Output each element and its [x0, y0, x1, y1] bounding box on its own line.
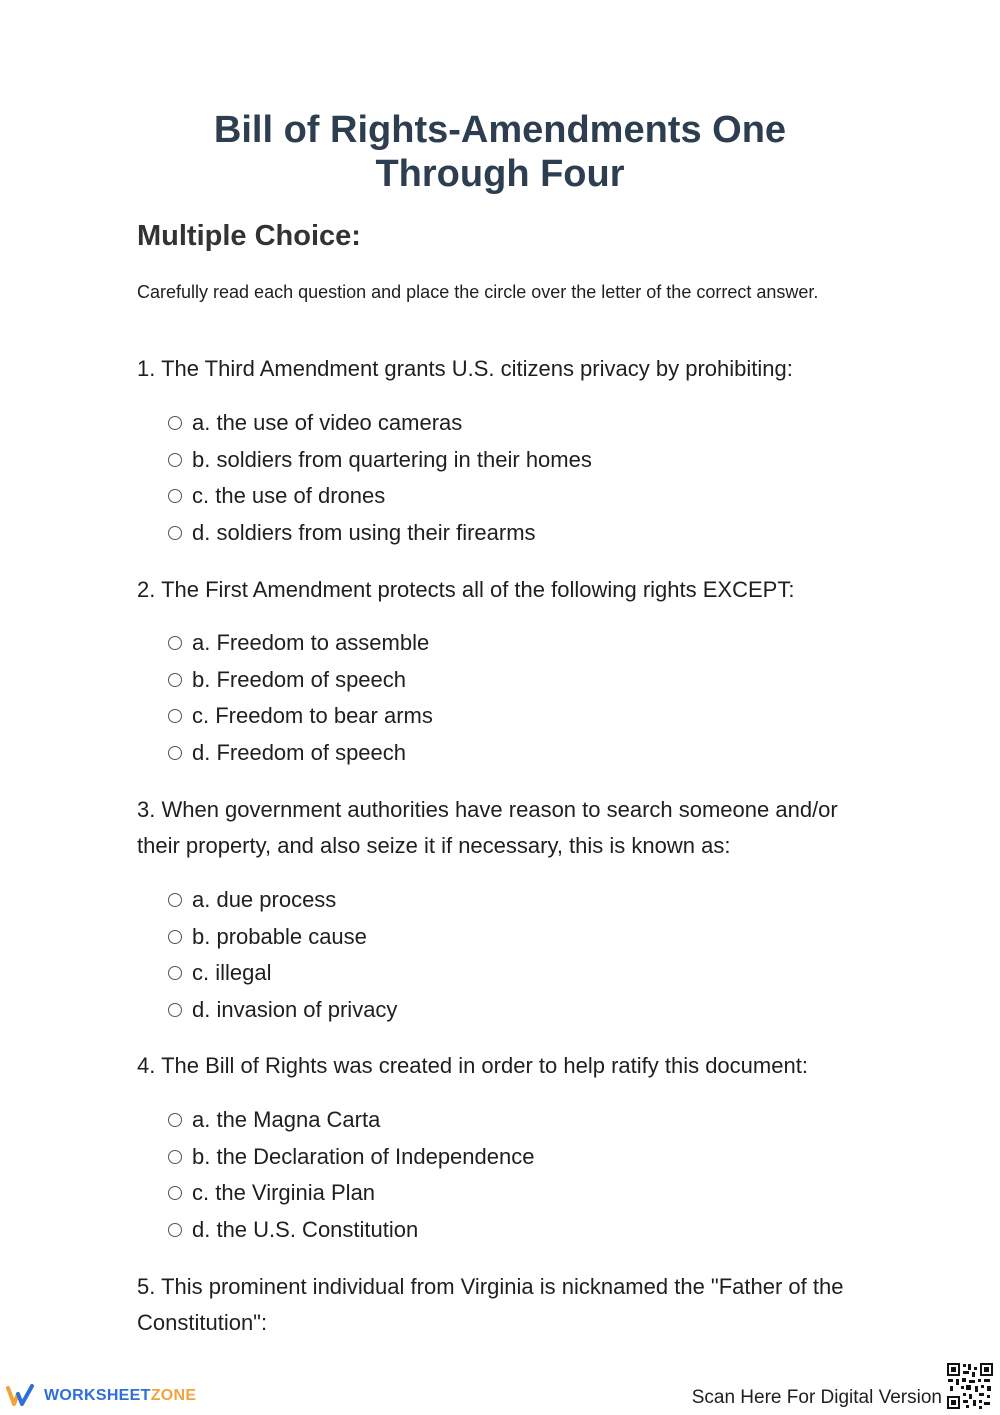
question-4-option-a[interactable]: [168, 1102, 534, 1139]
question-1-option-c[interactable]: [168, 478, 592, 515]
question-3-option-c[interactable]: [168, 955, 397, 992]
question-2-option-a[interactable]: [168, 625, 433, 662]
option-label: c. Freedom to bear arms: [192, 703, 433, 729]
logo-text-worksheet: WORKSHEET: [44, 1387, 151, 1404]
radio-circle-icon[interactable]: [168, 966, 182, 980]
question-1-option-a[interactable]: [168, 405, 592, 442]
logo-text-zone: ZONE: [150, 1387, 197, 1404]
radio-circle-icon[interactable]: [168, 893, 182, 907]
radio-circle-icon[interactable]: [168, 1150, 182, 1164]
option-label: c. the Virginia Plan: [192, 1180, 376, 1206]
radio-circle-icon[interactable]: [168, 489, 182, 503]
option-label: a. the Magna Carta: [192, 1107, 381, 1133]
radio-circle-icon[interactable]: [168, 1113, 182, 1127]
radio-circle-icon[interactable]: [168, 673, 182, 687]
question-4-option-b[interactable]: [168, 1139, 534, 1176]
radio-circle-icon[interactable]: [168, 453, 182, 467]
question-3-option-d[interactable]: [168, 992, 397, 1029]
question-2: 2. The First Amendment protects all of the following rights EXCEPT:: [137, 577, 795, 602]
option-label: a. the use of video cameras: [192, 410, 463, 436]
radio-circle-icon[interactable]: [168, 526, 182, 540]
radio-circle-icon[interactable]: [168, 636, 182, 650]
page-title-line-1: Bill of Rights-Amendments One: [213, 109, 787, 151]
question-4-option-c[interactable]: [168, 1175, 534, 1212]
option-label: a. due process: [192, 887, 337, 913]
question-1-options: [168, 405, 592, 551]
worksheet-zone-logo[interactable]: [6, 1384, 196, 1408]
question-3-option-b[interactable]: [168, 919, 397, 956]
question-2-options: [168, 625, 433, 771]
question-1-option-d[interactable]: [168, 515, 592, 552]
radio-circle-icon[interactable]: [168, 416, 182, 430]
question-4: 4. The Bill of Rights was created in order to help ratify this document:: [137, 1053, 808, 1078]
option-label: d. soldiers from using their firearms: [192, 519, 536, 545]
radio-circle-icon[interactable]: [168, 930, 182, 944]
option-label: c. the use of drones: [192, 483, 386, 509]
question-1-option-b[interactable]: [168, 442, 592, 479]
option-label: d. the U.S. Constitution: [192, 1216, 419, 1242]
question-3: 3. When government authorities have reason to search someone and/or their property, and also seize it if necessary, this is known as:: [137, 797, 838, 858]
radio-circle-icon[interactable]: [168, 1223, 182, 1237]
option-label: a. Freedom to assemble: [192, 630, 430, 656]
instructions: Carefully read each question and place the circle over the letter of the correct answer.: [137, 282, 819, 302]
question-5: 5. This prominent individual from Virginia is nicknamed the "Father of the Constitution":: [137, 1274, 844, 1335]
radio-circle-icon[interactable]: [168, 746, 182, 760]
question-2-option-b[interactable]: [168, 662, 433, 699]
qr-code-icon[interactable]: [946, 1362, 994, 1410]
question-4-options: [168, 1102, 534, 1248]
page-title-line-2: Through Four: [375, 153, 625, 195]
radio-circle-icon[interactable]: [168, 1003, 182, 1017]
question-4-option-d[interactable]: [168, 1212, 534, 1249]
question-2-option-d[interactable]: [168, 735, 433, 772]
option-label: b. probable cause: [192, 923, 367, 949]
option-label: d. invasion of privacy: [192, 996, 398, 1022]
section-heading: Multiple Choice:: [137, 220, 361, 252]
option-label: b. soldiers from quartering in their homes: [192, 446, 592, 472]
radio-circle-icon[interactable]: [168, 1186, 182, 1200]
logo-text: [44, 1387, 196, 1405]
option-label: b. the Declaration of Independence: [192, 1143, 535, 1169]
radio-circle-icon[interactable]: [168, 709, 182, 723]
question-3-option-a[interactable]: [168, 882, 397, 919]
question-2-option-c[interactable]: [168, 698, 433, 735]
scan-here-label: Scan Here For Digital Version: [691, 1387, 942, 1408]
page-title: [0, 108, 1000, 196]
worksheet-zone-logo-icon: [6, 1384, 38, 1408]
question-1: 1. The Third Amendment grants U.S. citizens privacy by prohibiting:: [137, 356, 793, 381]
question-3-options: [168, 882, 397, 1028]
option-label: c. illegal: [192, 960, 272, 986]
option-label: d. Freedom of speech: [192, 739, 407, 765]
option-label: b. Freedom of speech: [192, 666, 407, 692]
